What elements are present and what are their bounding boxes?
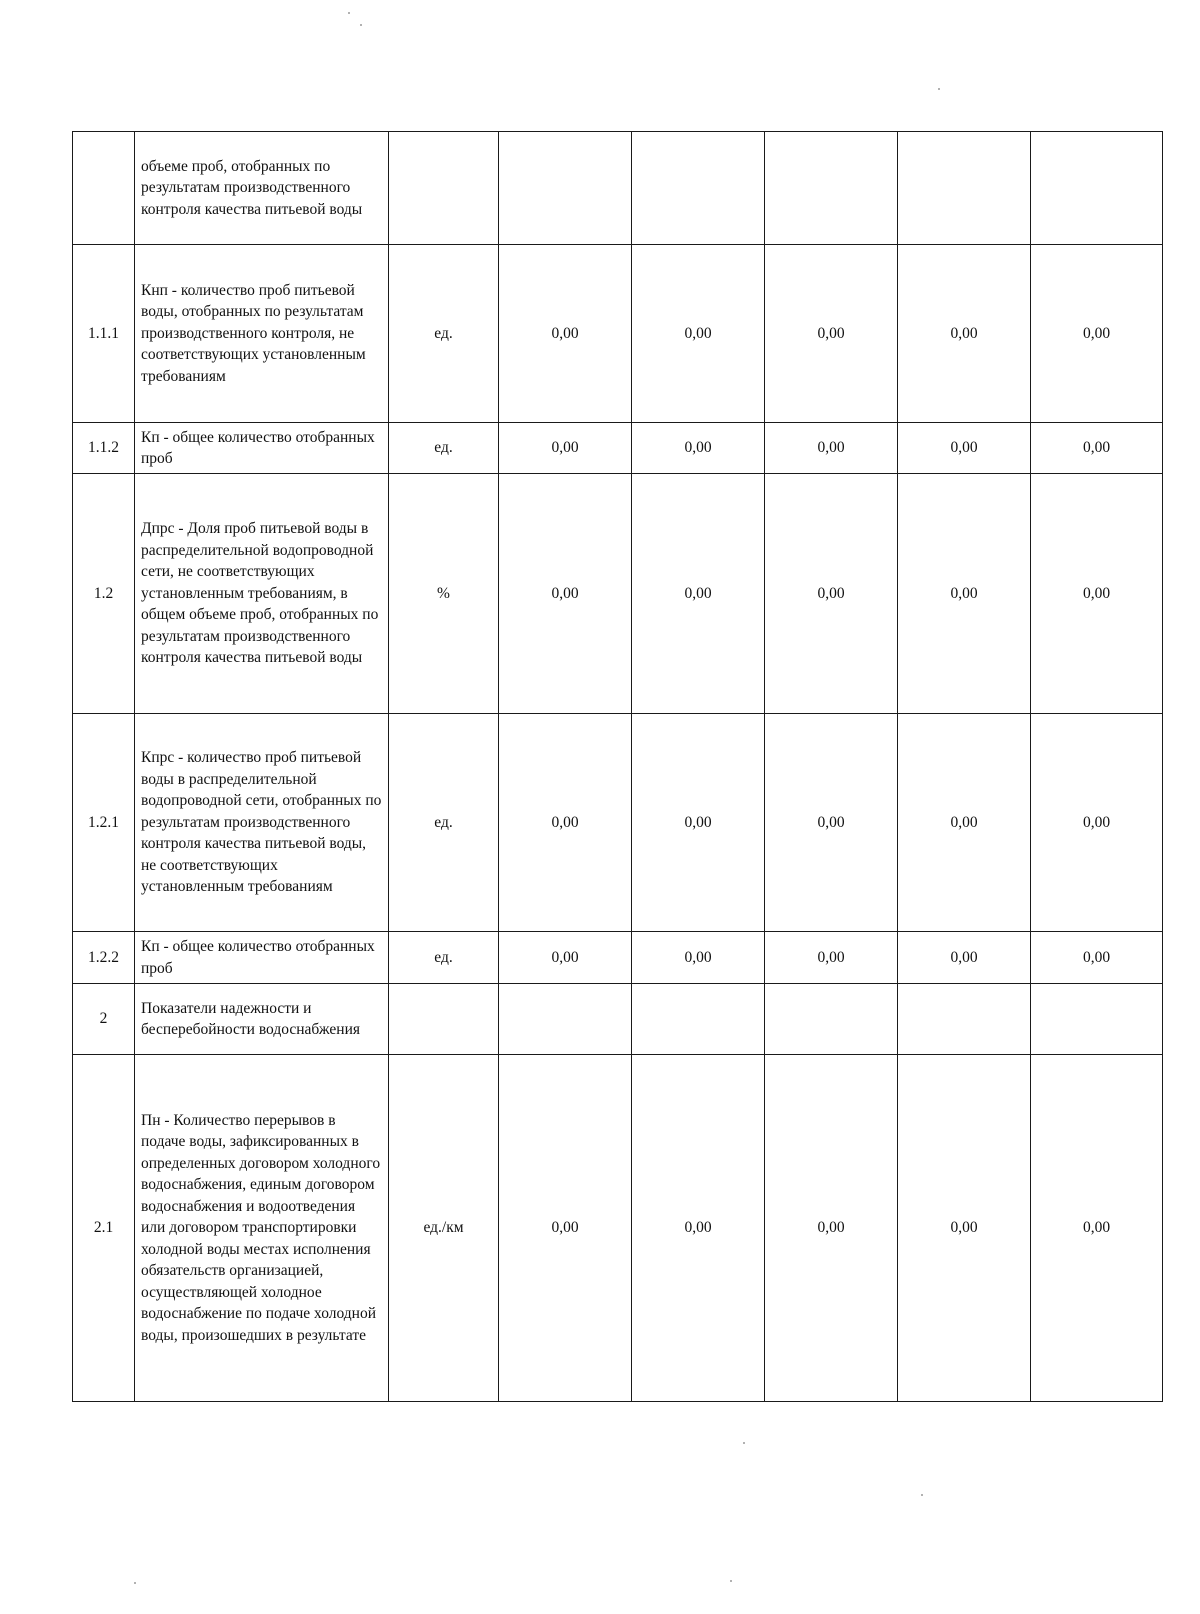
unit-cell — [389, 132, 499, 245]
row-number-cell: 1.1.1 — [73, 245, 135, 423]
scan-speck — [360, 24, 362, 26]
value-cell-3: 0,00 — [765, 245, 898, 423]
value-cell-4 — [898, 132, 1031, 245]
row-number-cell: 1.2 — [73, 474, 135, 714]
row-number-cell: 1.2.1 — [73, 714, 135, 932]
table-row-2-1 — [73, 1055, 1163, 1402]
value-cell-3: 0,00 — [765, 474, 898, 714]
value-cell-5: 0,00 — [1031, 1055, 1163, 1402]
scan-speck — [348, 12, 350, 14]
row-number-cell: 2 — [73, 984, 135, 1055]
value-cell-2: 0,00 — [632, 245, 765, 423]
value-cell-1: 0,00 — [499, 474, 632, 714]
table-body — [73, 132, 1163, 1402]
value-cell-5: 0,00 — [1031, 423, 1163, 474]
value-cell-3 — [765, 132, 898, 245]
scan-speck — [938, 88, 940, 90]
row-number-cell: 2.1 — [73, 1055, 135, 1402]
value-cell-5 — [1031, 132, 1163, 245]
value-cell-4 — [898, 984, 1031, 1055]
value-cell-4: 0,00 — [898, 423, 1031, 474]
value-cell-3: 0,00 — [765, 1055, 898, 1402]
value-cell-2: 0,00 — [632, 474, 765, 714]
value-cell-2 — [632, 132, 765, 245]
value-cell-5: 0,00 — [1031, 245, 1163, 423]
table-row-1-2 — [73, 474, 1163, 714]
table-row-continuation — [73, 132, 1163, 245]
scan-speck — [921, 1494, 923, 1496]
unit-cell: ед./км — [389, 1055, 499, 1402]
unit-cell: ед. — [389, 423, 499, 474]
indicator-description-cell: Кнп - количество проб питьевой воды, отобранных по результатам производственного контроля, не соответствующих установленным требованиям — [135, 245, 389, 423]
value-cell-1: 0,00 — [499, 932, 632, 984]
value-cell-2 — [632, 984, 765, 1055]
row-number-cell: 1.2.2 — [73, 932, 135, 984]
unit-cell: ед. — [389, 932, 499, 984]
value-cell-1 — [499, 132, 632, 245]
table-row-1-1-2 — [73, 423, 1163, 474]
value-cell-4: 0,00 — [898, 245, 1031, 423]
row-number-cell — [73, 132, 135, 245]
value-cell-2: 0,00 — [632, 1055, 765, 1402]
value-cell-5: 0,00 — [1031, 932, 1163, 984]
unit-cell: ед. — [389, 245, 499, 423]
unit-cell: ед. — [389, 714, 499, 932]
indicators-table — [72, 131, 1163, 1402]
value-cell-4: 0,00 — [898, 932, 1031, 984]
value-cell-2: 0,00 — [632, 423, 765, 474]
value-cell-5: 0,00 — [1031, 474, 1163, 714]
value-cell-5: 0,00 — [1031, 714, 1163, 932]
value-cell-3: 0,00 — [765, 423, 898, 474]
indicator-description-cell: Кп - общее количество отобранных проб — [135, 932, 389, 984]
value-cell-2: 0,00 — [632, 714, 765, 932]
value-cell-3: 0,00 — [765, 932, 898, 984]
table-row-2 — [73, 984, 1163, 1055]
indicator-description-cell: Показатели надежности и бесперебойности водоснабжения — [135, 984, 389, 1055]
value-cell-3: 0,00 — [765, 714, 898, 932]
unit-cell: % — [389, 474, 499, 714]
indicator-description-cell: Кпрс - количество проб питьевой воды в распределительной водопроводной сети, отобранных по результатам производственного контроля качества питьевой воды, не соответствующих установленным требованиям — [135, 714, 389, 932]
value-cell-5 — [1031, 984, 1163, 1055]
value-cell-1: 0,00 — [499, 1055, 632, 1402]
value-cell-4: 0,00 — [898, 1055, 1031, 1402]
table-row-1-1-1 — [73, 245, 1163, 423]
scan-speck — [134, 1582, 136, 1584]
scan-speck — [730, 1580, 732, 1582]
indicator-description-cell: Пн - Количество перерывов в подаче воды, зафиксированных в определенных договором холодного водоснабжения, единым договором водоснабжения и водоотведения или договором транспортировки холодной воды местах исполнения обязательств организацией, осуществляющей холодное водоснабжение по подаче холодной воды, произошедших в результате — [135, 1055, 389, 1402]
indicator-description-cell: Кп - общее количество отобранных проб — [135, 423, 389, 474]
value-cell-3 — [765, 984, 898, 1055]
indicator-description-cell: Дпрс - Доля проб питьевой воды в распределительной водопроводной сети, не соответствующих установленным требованиям, в общем объеме проб, отобранных по результатам производственного контроля качества питьевой воды — [135, 474, 389, 714]
row-number-cell: 1.1.2 — [73, 423, 135, 474]
value-cell-2: 0,00 — [632, 932, 765, 984]
value-cell-4: 0,00 — [898, 714, 1031, 932]
value-cell-4: 0,00 — [898, 474, 1031, 714]
unit-cell — [389, 984, 499, 1055]
scan-speck — [743, 1442, 745, 1444]
value-cell-1 — [499, 984, 632, 1055]
value-cell-1: 0,00 — [499, 714, 632, 932]
value-cell-1: 0,00 — [499, 423, 632, 474]
value-cell-1: 0,00 — [499, 245, 632, 423]
table-row-1-2-1 — [73, 714, 1163, 932]
table-row-1-2-2 — [73, 932, 1163, 984]
indicator-description-cell: объеме проб, отобранных по результатам производственного контроля качества питьевой воды — [135, 132, 389, 245]
